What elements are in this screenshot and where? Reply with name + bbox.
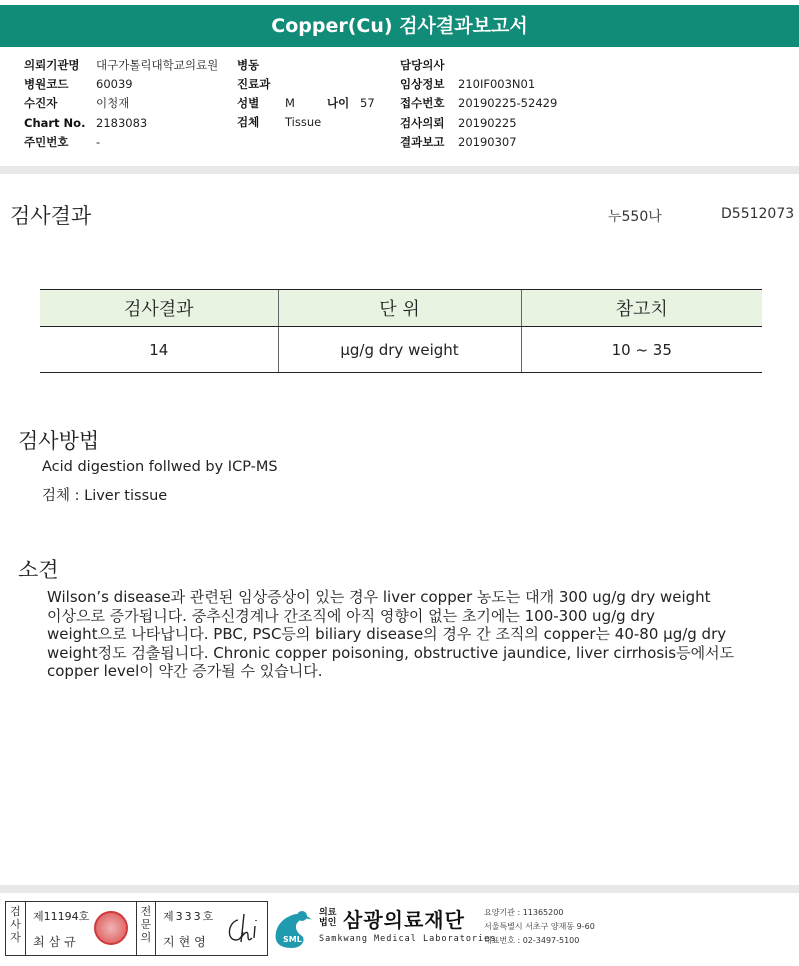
- report-date-row: [400, 135, 517, 149]
- institution-number: 요양기관 : 11365200: [484, 908, 564, 917]
- institution-label: 의뢰기관명: [24, 58, 80, 72]
- examiner-name: 최삼규: [33, 935, 80, 949]
- brand-type-line-2: 법인: [319, 918, 337, 928]
- receipt-row: [400, 96, 558, 110]
- institution-row: [24, 58, 219, 72]
- brand-phone: 대표번호 : 02-3497-5100: [484, 936, 580, 945]
- result-table-header-row: [40, 290, 762, 327]
- receipt-value: 20190225-52429: [458, 96, 558, 110]
- request-row: [400, 116, 517, 130]
- chart-row: [24, 116, 148, 130]
- opinion-line: Wilson’s disease과 관련된 임상증상이 있는 경우 liver copper 농도는 대개 300 ug/g dry weight: [47, 588, 711, 606]
- request-value: 20190225: [458, 116, 517, 130]
- ward-label: 병동: [237, 58, 260, 72]
- request-label: 검사의뢰: [400, 116, 445, 130]
- specimen-row: [237, 115, 322, 129]
- brand-block: [272, 902, 799, 957]
- unit-value: μg/g dry weight: [278, 327, 521, 373]
- clinical-label: 임상정보: [400, 77, 445, 91]
- results-section-title: 검사결과: [10, 204, 92, 228]
- specimen-label: 검체: [237, 115, 260, 129]
- unit-header: 단 위: [278, 290, 521, 327]
- resident-label: 주민번호: [24, 135, 69, 149]
- clinical-row: [400, 77, 536, 91]
- report-footer: [0, 898, 799, 960]
- hospital-code-row: [24, 77, 133, 91]
- hospital-code-label: 병원코드: [24, 77, 69, 91]
- table-row: [40, 327, 762, 373]
- age-value: 57: [360, 96, 375, 110]
- opinion-line: weight정도 검출됩니다. Chronic copper poisoning, obstructive jaundice, liver cirrhosis등에서도: [47, 643, 735, 662]
- signature-box: [5, 901, 268, 956]
- result-header: 검사결과: [40, 290, 278, 327]
- opinion-line: 이상으로 증가됩니다. 중추신경계나 간조직에 아직 영향이 없는 초기에는 100-300 ug/g dry: [47, 606, 655, 625]
- examiner-license: 제11194호: [33, 910, 90, 923]
- sex-label: 성별: [237, 96, 260, 110]
- opinion-text: [47, 588, 767, 681]
- dept-label: 진료과: [237, 77, 271, 91]
- age-label: 나이: [327, 96, 350, 110]
- report-title: Copper(Cu) 검사결과보고서: [0, 5, 799, 47]
- sex-row: [237, 96, 295, 110]
- method-section-title: 검사방법: [18, 429, 100, 453]
- reference-value: 10 ~ 35: [521, 327, 762, 373]
- opinion-section-title: 소견: [18, 558, 59, 582]
- specialist-signature: [224, 910, 264, 948]
- brand-english-name: Samkwang Medical Laboratories: [319, 934, 497, 944]
- chart-label: Chart No.: [24, 116, 86, 130]
- official-seal-stamp: [94, 911, 128, 945]
- divider-band: [0, 166, 799, 174]
- footer-divider-band: [0, 885, 799, 893]
- brand-contact-info: [484, 906, 595, 948]
- chart-value: 2183083: [96, 116, 148, 130]
- sex-value: M: [285, 96, 295, 110]
- brand-address: 서울특별시 서초구 양재동 9-60: [484, 922, 595, 931]
- resident-row: [24, 135, 101, 149]
- specimen-value: Tissue: [285, 115, 322, 129]
- doctor-label: 담당의사: [400, 58, 445, 72]
- specialist-label: 전문의: [136, 902, 156, 955]
- opinion-line: copper level이 약간 증가될 수 있습니다.: [47, 662, 323, 680]
- report-date-value: 20190307: [458, 135, 517, 149]
- specimen-code: D5512073: [721, 206, 795, 222]
- specialist-name: 지현영: [163, 935, 210, 949]
- clinical-value: 210IF003N01: [458, 77, 536, 91]
- ward-row: [237, 58, 259, 72]
- test-code: 누550나: [608, 209, 662, 225]
- brand-type-line-1: 의료: [319, 908, 337, 918]
- report-date-label: 결과보고: [400, 135, 445, 149]
- patient-info-panel: [0, 52, 799, 162]
- receipt-label: 접수번호: [400, 96, 445, 110]
- brand-name: 삼광의료재단: [343, 908, 465, 932]
- method-line: Acid digestion follwed by ICP-MS: [42, 459, 278, 475]
- specialist-license: 제333호: [163, 910, 216, 923]
- resident-value: -: [96, 135, 101, 149]
- dept-row: [237, 77, 270, 91]
- result-table: [40, 289, 762, 373]
- reference-header: 참고치: [521, 290, 762, 327]
- brand-type: [319, 908, 336, 928]
- sml-logo-icon: [272, 906, 316, 950]
- patient-label: 수진자: [24, 96, 58, 110]
- doctor-row: [400, 58, 444, 72]
- examiner-label: 검사자: [6, 902, 26, 955]
- patient-value: 이청재: [96, 96, 130, 110]
- logo-text: SML: [283, 935, 302, 944]
- hospital-code-value: 60039: [96, 77, 133, 91]
- age-row: [327, 96, 375, 110]
- result-value: 14: [40, 327, 278, 373]
- institution-value: 대구가톨릭대학교의료원: [96, 58, 219, 72]
- opinion-line: weight으로 나타납니다. PBC, PSC등의 biliary disease의 경우 간 조직의 copper는 40-80 μg/g dry: [47, 625, 727, 643]
- method-specimen-line: 검체 : Liver tissue: [42, 488, 168, 504]
- patient-row: [24, 96, 130, 110]
